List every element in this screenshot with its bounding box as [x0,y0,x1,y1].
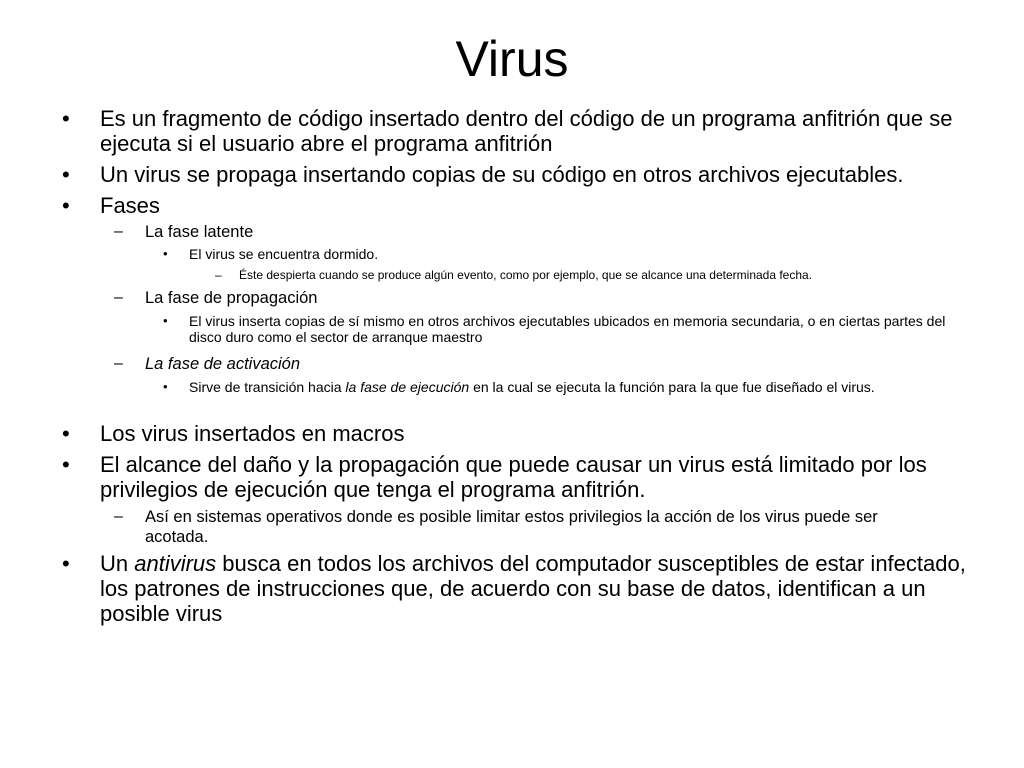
bullet-icon: • [62,162,70,187]
sub-text: La fase de activación [145,355,301,373]
bullet-icon: • [163,313,168,328]
text-run: en la cual se ejecuta la función para la que fue diseñado el virus. [469,379,875,395]
sub-text: Así en sistemas operativos donde es posible limitar estos privilegios la acción de los virus puede ser acotada. [145,508,878,546]
text-run: Un [100,551,135,576]
bullet-text: Fases [100,193,160,218]
bullet-text: Un virus se propaga insertando copias de su código en otros archivos ejecutables. [100,162,904,187]
sub-sub-text: El virus inserta copias de sí mismo en otros archivos ejecutables ubicados en memoria secundaria, o en ciertas partes del disco duro como el sector de arranque maestro [189,313,946,345]
sub-text: La fase latente [145,223,254,241]
bullet-icon: • [62,193,70,218]
dash-icon: – [114,223,123,240]
sub-text: La fase de propagación [145,289,318,307]
text-run-italic: antivirus [134,551,217,576]
slide-title: Virus [455,31,569,87]
bullet-text: Es un fragmento de código insertado dentro del código de un programa anfitrión que se ejecuta si el usuario abre el programa anfitrión [100,106,953,156]
text-run-italic: la fase de ejecución [345,379,470,395]
dash-icon: – [114,355,123,372]
dash-icon: – [114,508,123,525]
dash-icon: – [215,268,222,282]
text-run: Sirve de transición hacia [189,379,346,395]
sub-sub-text [189,379,969,395]
detail-text: Éste despierta cuando se produce algún evento, como por ejemplo, que se alcance una determinada fecha. [239,268,813,282]
sub-sub-text: El virus se encuentra dormido. [189,246,379,262]
bullet-icon: • [62,106,70,131]
dash-icon: – [114,289,123,306]
bullet-icon: • [62,421,70,446]
bullet-icon: • [62,551,70,576]
bullet-text [100,551,970,626]
bullet-icon: • [163,246,168,261]
bullet-icon: • [163,379,168,394]
bullet-text: El alcance del daño y la propagación que puede causar un virus está limitado por los privilegios de ejecución que tenga el programa anfitrión. [100,452,927,502]
text-run: busca en todos los archivos del computador susceptibles de estar infectado, los patrones de instrucciones que, de acuerdo con su base de datos, identifican a un posible virus [100,551,966,626]
bullet-text: Los virus insertados en macros [100,421,405,446]
bullet-icon: • [62,452,70,477]
